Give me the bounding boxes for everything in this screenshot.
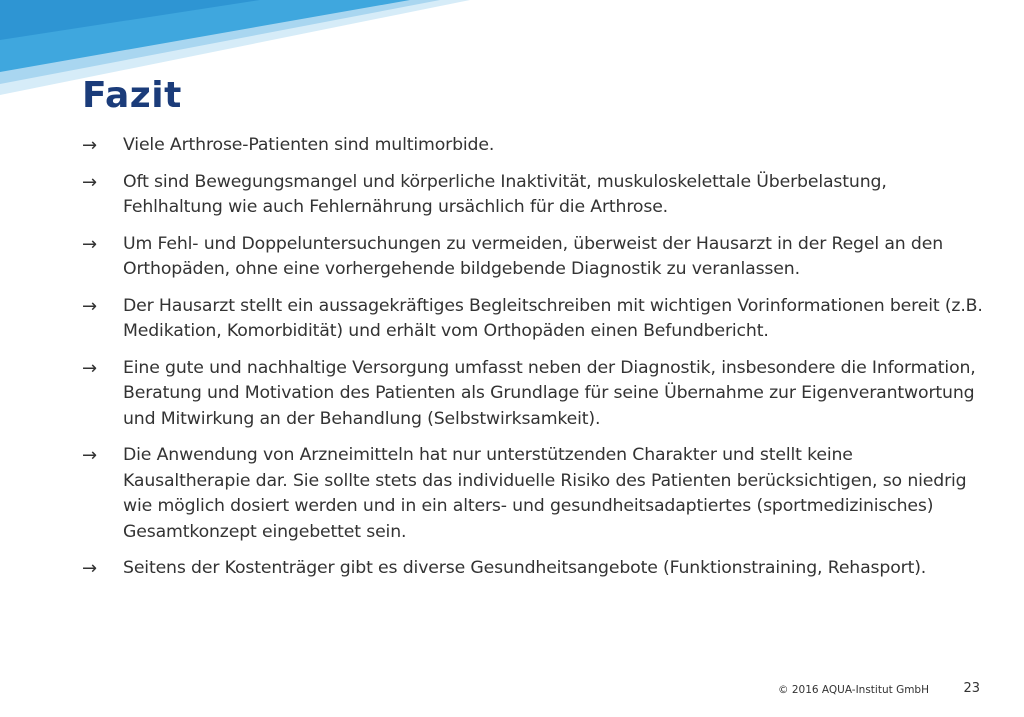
list-item — [80, 294, 985, 345]
list-item — [80, 443, 985, 545]
bullet-text: Der Hausarzt stellt ein aussagekräftiges Begleitschreiben mit wichtigen Vorinformationen bereit (z.B. Medikation, Komorbidität) und erhält vom Orthopäden einen Befundbericht. — [123, 295, 983, 341]
arrow-right-icon: → — [82, 357, 98, 379]
arrow-right-icon: → — [82, 233, 98, 255]
list-item — [80, 556, 985, 582]
arrow-right-icon: → — [82, 558, 98, 579]
bullet-text: Seitens der Kostenträger gibt es diverse Gesundheitsangebote (Funktionstraining, Rehasport). — [123, 558, 927, 578]
copyright-footer: © 2016 AQUA-Institut GmbH — [778, 684, 929, 696]
list-item — [80, 170, 985, 221]
bullet-list — [80, 133, 985, 593]
bullet-text: Um Fehl- und Doppeluntersuchungen zu vermeiden, überweist der Hausarzt in der Regel an den Orthopäden, ohne eine vorhergehende bildgebende Diagnostik zu veranlassen. — [123, 233, 944, 279]
bullet-text: Die Anwendung von Arzneimitteln hat nur unterstützenden Charakter und stellt keine Kausaltherapie dar. Sie sollte stets das individuelle Risiko des Patienten berücksichtigen, so niedrig wie möglich dosiert werden und in ein alters- und gesundheitsadaptiertes (sportmedizinisches) Gesamtkonzept eingebettet sein. — [123, 445, 967, 542]
arrow-right-icon: → — [82, 171, 98, 193]
arrow-right-icon: → — [82, 445, 98, 466]
arrow-right-icon: → — [82, 135, 98, 156]
page-number: 23 — [963, 681, 980, 696]
slide-title: Fazit — [82, 75, 182, 116]
bullet-text: Oft sind Bewegungsmangel und körperliche Inaktivität, muskuloskelettale Überbelastung, Fehlhaltung wie auch Fehlernährung ursächlich für die Arthrose. — [123, 171, 887, 217]
bullet-text: Viele Arthrose-Patienten sind multimorbide. — [123, 135, 495, 155]
bullet-text: Eine gute und nachhaltige Versorgung umfasst neben der Diagnostik, insbesondere die Information, Beratung und Motivation des Patienten als Grundlage für seine Übernahme zur Eigenverantwortung und Mitwirkung an der Behandlung (Selbstwirksamkeit). — [123, 357, 976, 429]
arrow-right-icon: → — [82, 295, 98, 317]
list-item — [80, 356, 985, 433]
list-item — [80, 133, 985, 159]
list-item — [80, 232, 985, 283]
